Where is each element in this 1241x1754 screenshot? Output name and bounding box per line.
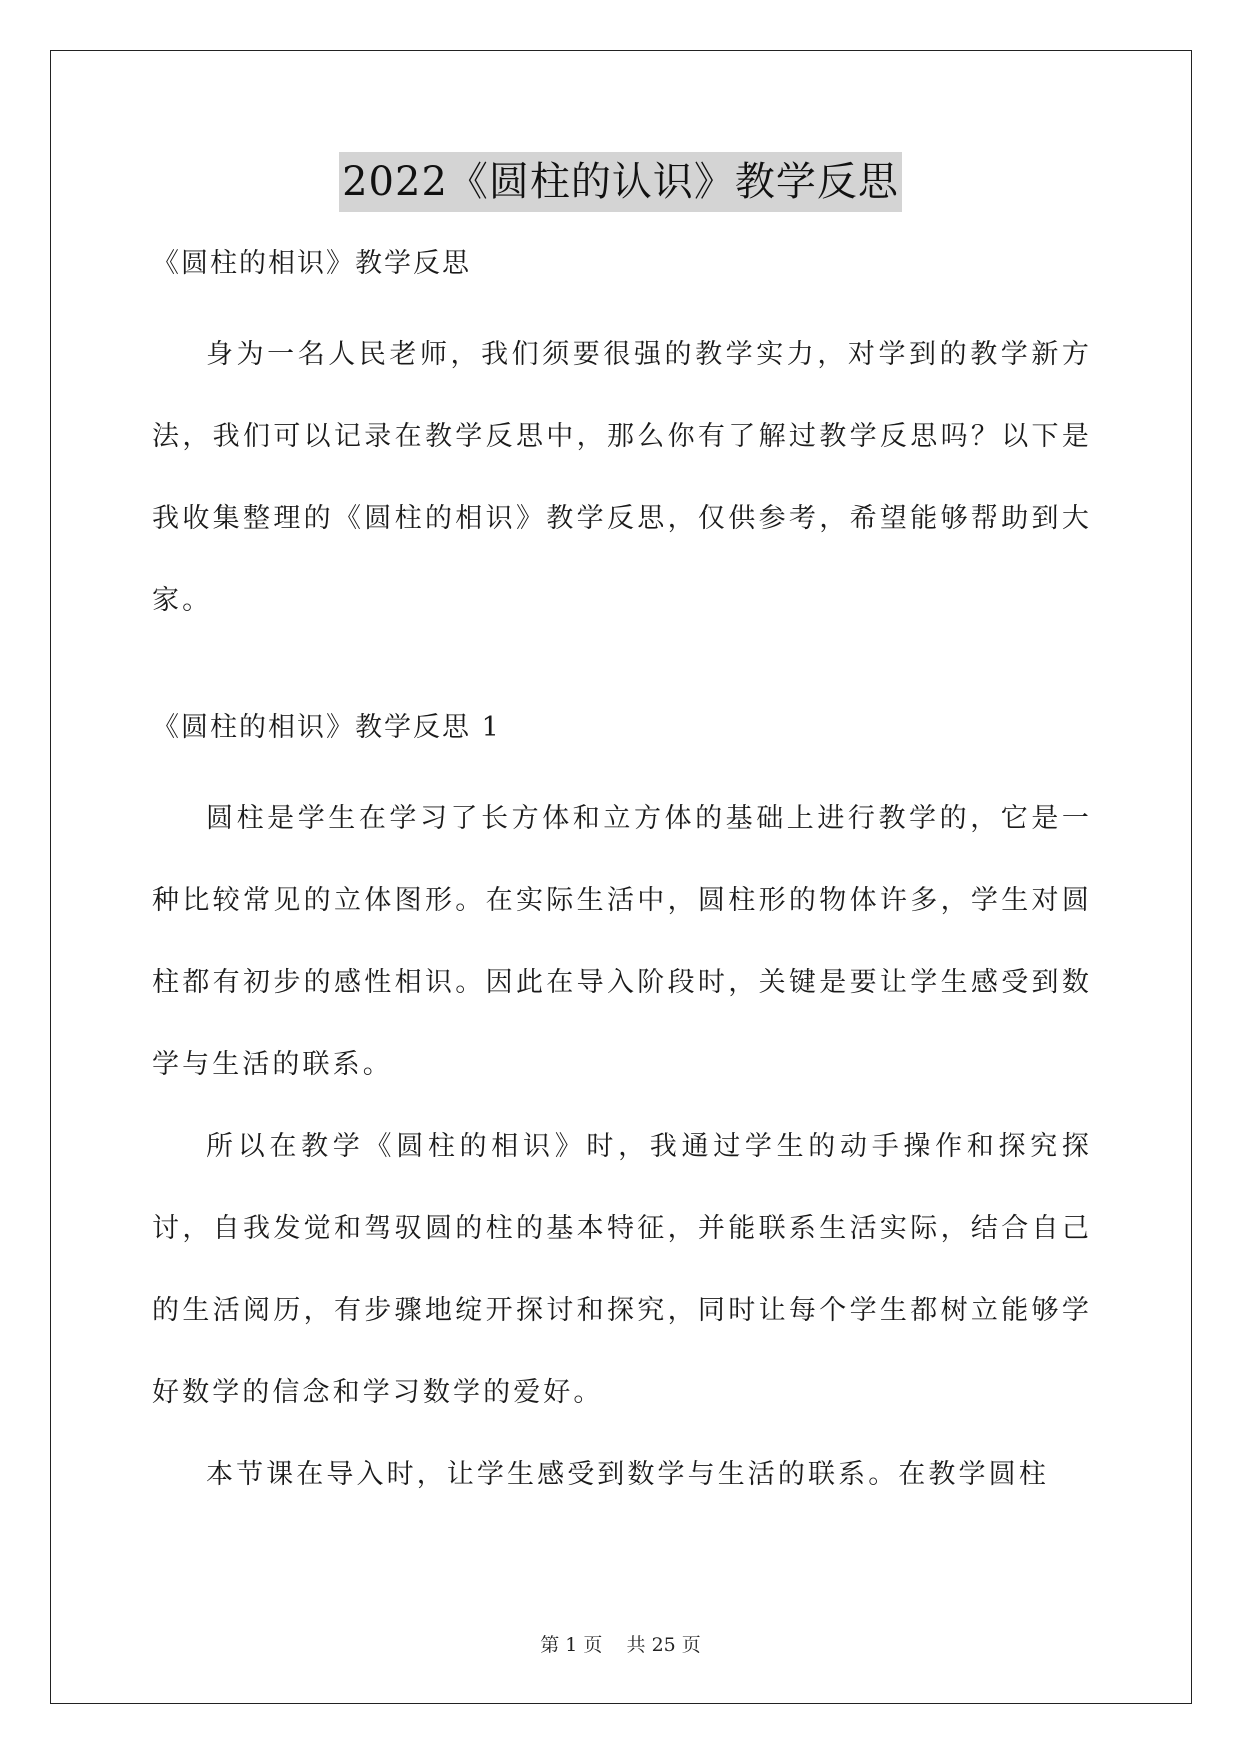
section-heading: 《圆柱的相识》教学反思 1 [152,712,501,743]
intro-paragraph: 身为一名人民老师，我们须要很强的教学实力，对学到的教学新方法，我们可以记录在教学反思中，那么你有了解过教学反思吗？以下是我收集整理的《圆柱的相识》教学反思，仅供参考，希望能够帮助到大家。 [152,339,1092,616]
spacer [152,642,1092,700]
body-paragraph: 圆柱是学生在学习了长方体和立方体的基础上进行教学的，它是一种比较常见的立体图形。在实际生活中，圆柱形的物体许多，学生对圆柱都有初步的感性相识。因此在导入阶段时，关键是要让学生感受到数学与生活的联系。 [152,803,1092,1080]
intro-heading: 《圆柱的相识》教学反思 [152,248,471,279]
title-container [0,152,1241,212]
body-paragraph: 所以在教学《圆柱的相识》时，我通过学生的动手操作和探究探讨，自我发觉和驾驭圆的柱的基本特征，并能联系生活实际，结合自己的生活阅历，有步骤地绽开探讨和探究，同时让每个学生都树立能够学好数学的信念和学习数学的爱好。 [152,1131,1092,1408]
page-footer: 第 1 页 共 25 页 [540,1634,701,1656]
body-paragraph: 本节课在导入时，让学生感受到数学与生活的联系。在教学圆柱 [206,1459,1049,1490]
document-title: 2022《圆柱的认识》教学反思 [339,152,902,212]
spacer [152,292,1092,314]
spacer [152,756,1092,778]
document-body [152,236,1092,1516]
